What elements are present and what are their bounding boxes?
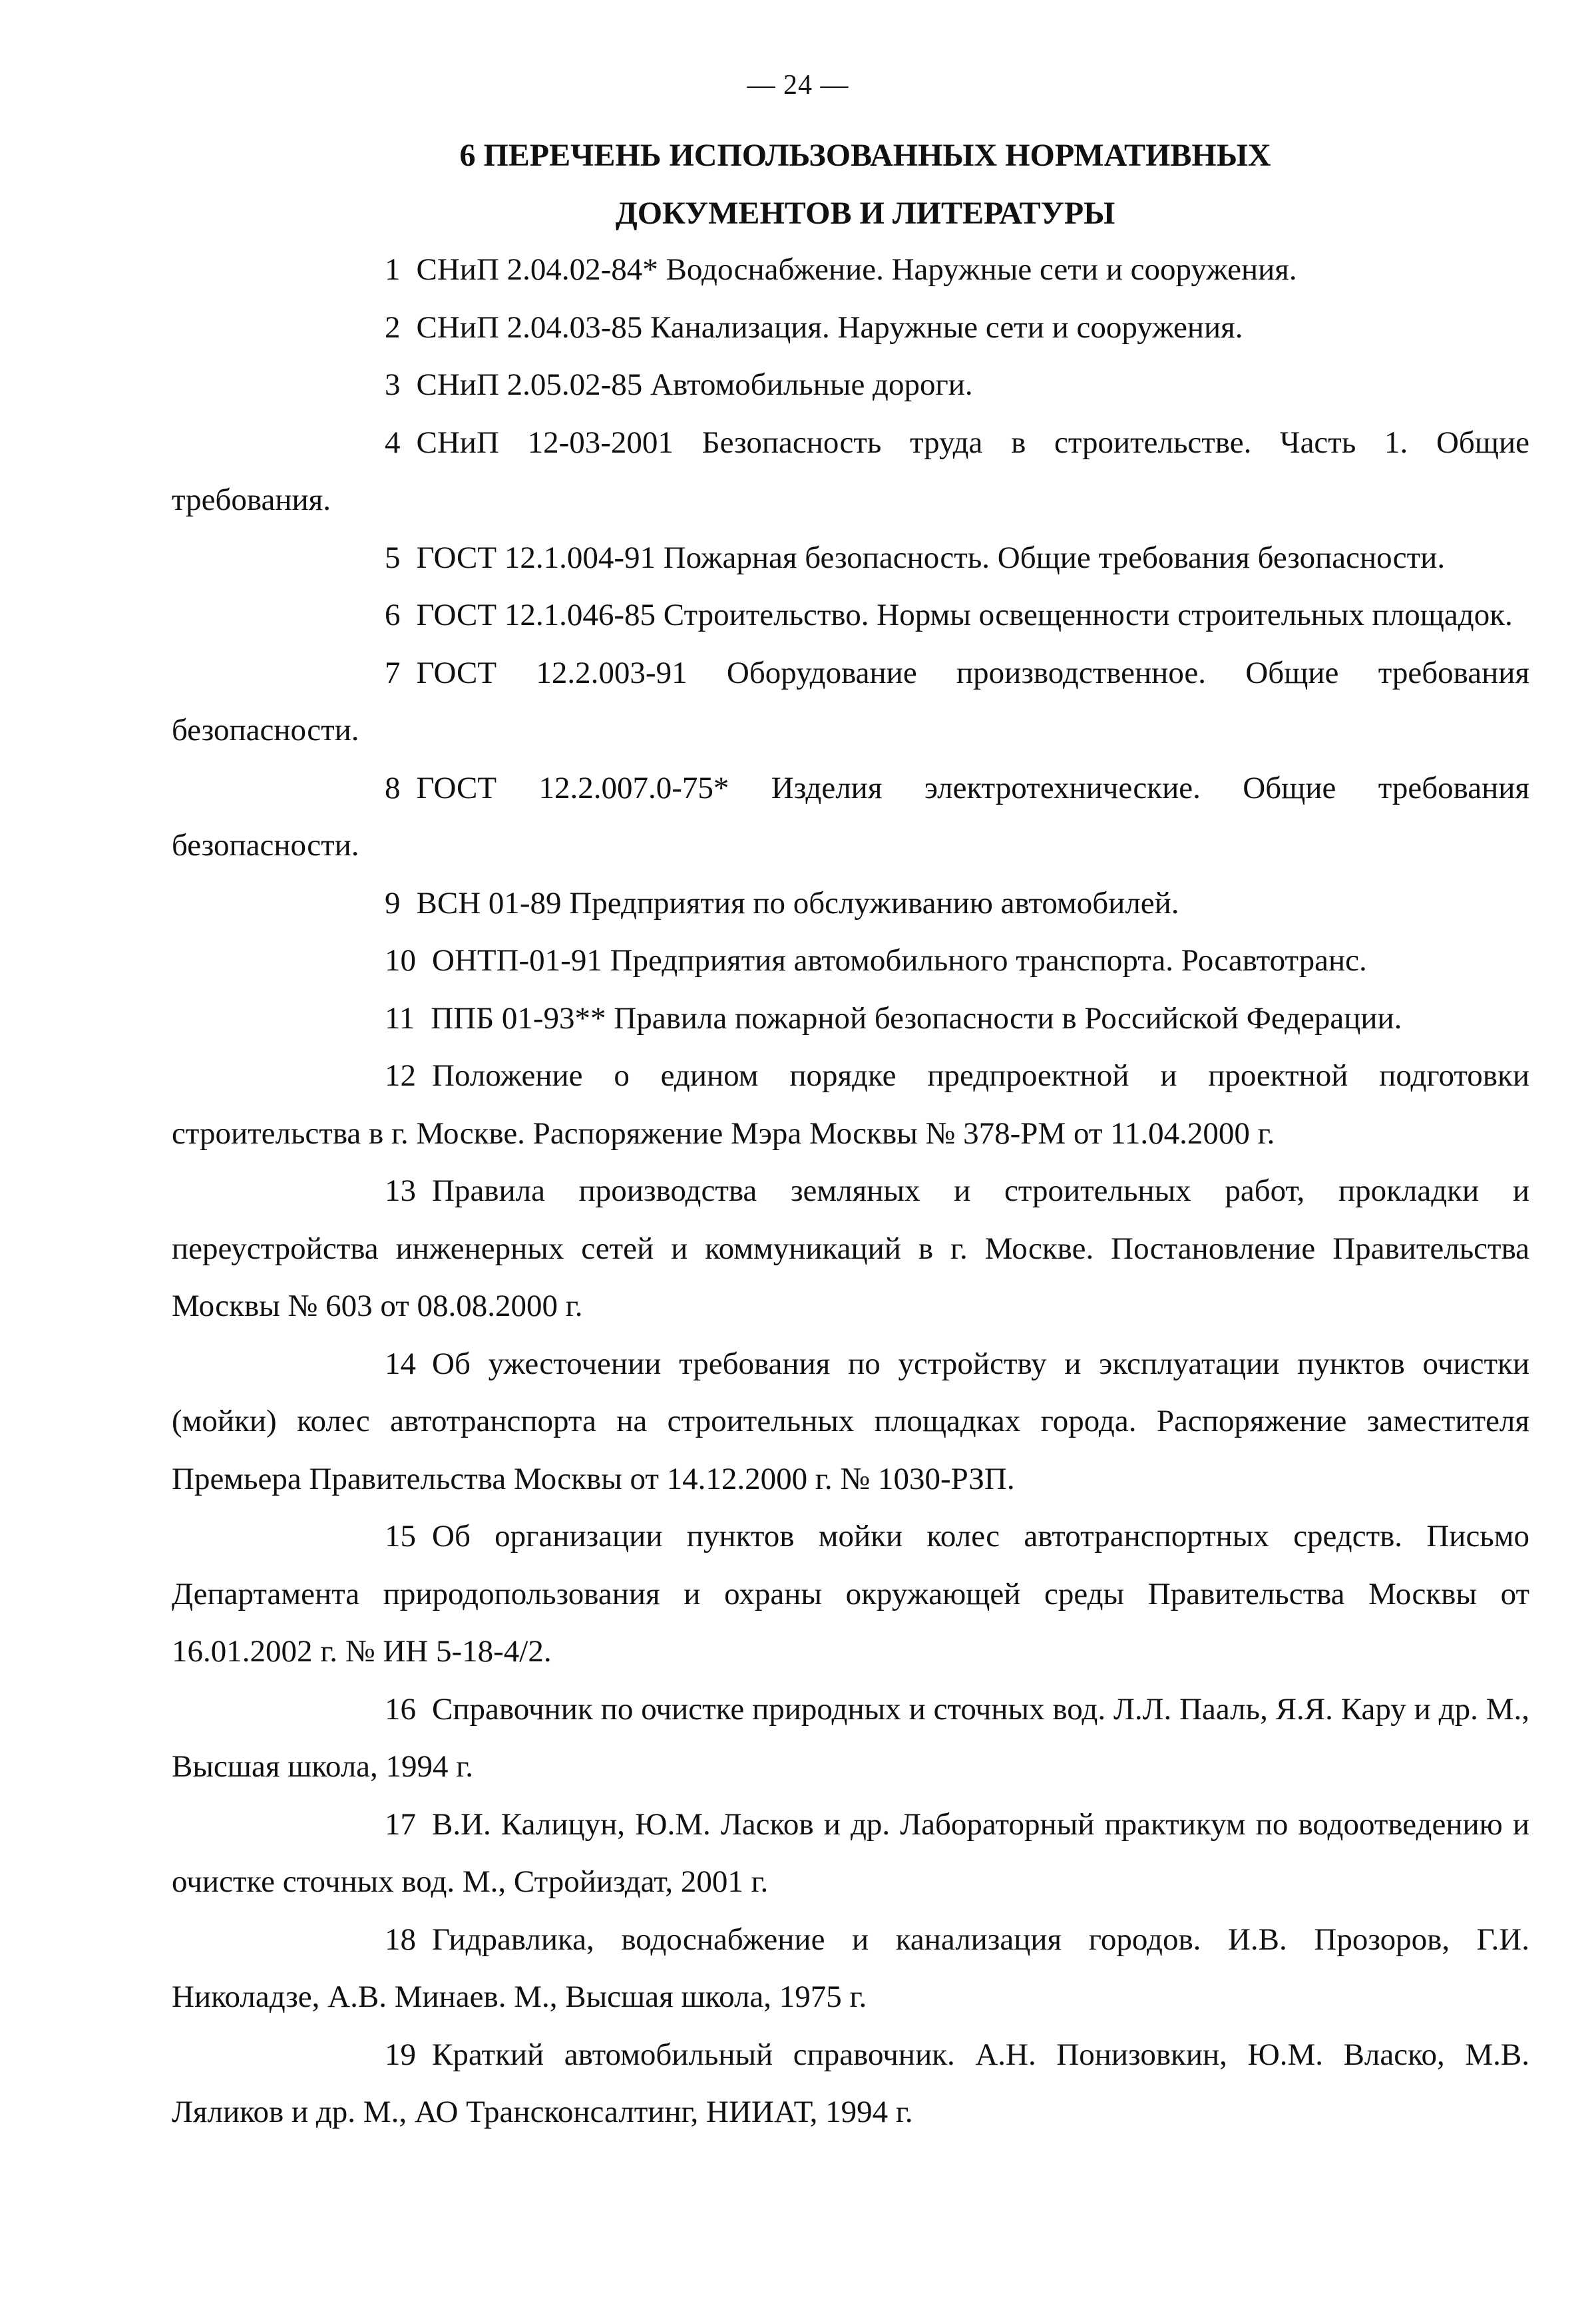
- reference-text: СНиП 2.04.03-85 Канализация. Наружные сети и сооружения.: [416, 310, 1243, 345]
- reference-item: [172, 241, 1529, 299]
- reference-text: Об ужесточении требования по устройству и эксплуатации пунктов очистки (мойки) колес автотранспорта на строительных площадках города. Распоряжение заместителя Премьера Правительства Москвы от 14.12.2000 г. № 1030-РЗП.: [172, 1346, 1529, 1496]
- reference-item: [172, 932, 1529, 990]
- reference-item: [172, 1796, 1529, 1911]
- reference-item: [172, 1681, 1529, 1796]
- reference-text: СНиП 12-03-2001 Безопасность труда в строительстве. Часть 1. Общие требования.: [172, 425, 1529, 517]
- reference-text: Справочник по очистке природных и сточных вод. Л.Л. Пааль, Я.Я. Кару и др. М., Высшая школа, 1994 г.: [172, 1691, 1529, 1784]
- reference-number: 13: [385, 1173, 416, 1208]
- reference-item: [172, 356, 1529, 414]
- reference-number: 14: [385, 1346, 416, 1381]
- reference-text: ГОСТ 12.1.004-91 Пожарная безопасность. Общие требования безопасности.: [416, 540, 1446, 575]
- reference-text: СНиП 2.04.02-84* Водоснабжение. Наружные сети и сооружения.: [416, 252, 1297, 287]
- reference-number: 2: [385, 310, 401, 345]
- reference-text: Гидравлика, водоснабжение и канализация городов. И.В. Прозоров, Г.И. Николадзе, А.В. Минаев. М., Высшая школа, 1975 г.: [172, 1922, 1529, 2014]
- reference-number: 11: [385, 1000, 415, 1036]
- reference-item: [172, 299, 1529, 357]
- reference-item: [172, 1911, 1529, 2026]
- section-heading: [160, 126, 1571, 242]
- reference-number: 17: [385, 1806, 416, 1842]
- reference-number: 9: [385, 885, 401, 921]
- reference-number: 12: [385, 1058, 416, 1093]
- reference-number: 19: [385, 2037, 416, 2072]
- reference-item: [172, 2026, 1529, 2141]
- reference-number: 4: [385, 425, 401, 460]
- reference-text: Правила производства земляных и строительных работ, прокладки и переустройства инженерных сетей и коммуникаций в г. Москве. Постановление Правительства Москвы № 603 от 08.08.2000 г.: [172, 1173, 1529, 1323]
- heading-line-2: ДОКУМЕНТОВ И ЛИТЕРАТУРЫ: [615, 196, 1115, 231]
- reference-text: ГОСТ 12.2.007.0-75* Изделия электротехнические. Общие требования безопасности.: [172, 770, 1529, 863]
- page-number: — 24 —: [747, 70, 849, 101]
- reference-text: ОНТП-01-91 Предприятия автомобильного транспорта. Росавтотранс.: [432, 943, 1367, 978]
- reference-text: В.И. Калицун, Ю.М. Ласков и др. Лабораторный практикум по водоотведению и очистке сточных вод. М., Стройиздат, 2001 г.: [172, 1806, 1529, 1899]
- reference-item: [172, 875, 1529, 933]
- reference-item: [172, 990, 1529, 1048]
- reference-item: [172, 586, 1529, 644]
- reference-number: 8: [385, 770, 401, 805]
- reference-item: [172, 644, 1529, 759]
- reference-number: 5: [385, 540, 401, 575]
- heading-line-1: 6 ПЕРЕЧЕНЬ ИСПОЛЬЗОВАННЫХ НОРМАТИВНЫХ: [459, 138, 1271, 173]
- reference-text: ВСН 01-89 Предприятия по обслуживанию автомобилей.: [416, 885, 1179, 921]
- reference-list: [172, 241, 1529, 2141]
- reference-number: 7: [385, 655, 401, 690]
- reference-item: [172, 1162, 1529, 1335]
- reference-item: [172, 1047, 1529, 1162]
- reference-item: [172, 529, 1529, 587]
- reference-number: 18: [385, 1922, 416, 1957]
- reference-text: ППБ 01-93** Правила пожарной безопасности в Российской Федерации.: [431, 1000, 1402, 1036]
- reference-number: 10: [385, 943, 416, 978]
- reference-item: [172, 1508, 1529, 1681]
- reference-number: 6: [385, 598, 401, 632]
- reference-text: СНиП 2.05.02-85 Автомобильные дороги.: [416, 367, 973, 402]
- reference-item: [172, 1335, 1529, 1508]
- reference-item: [172, 414, 1529, 529]
- reference-text: Об организации пунктов мойки колес автотранспортных средств. Письмо Департамента природопользования и охраны окружающей среды Правительства Москвы от 16.01.2002 г. № ИН 5-18-4/2.: [172, 1519, 1529, 1669]
- reference-text: Краткий автомобильный справочник. А.Н. Понизовкин, Ю.М. Власко, М.В. Ляликов и др. М., АО Трансконсалтинг, НИИАТ, 1994 г.: [172, 2037, 1529, 2129]
- reference-text: Положение о едином порядке предпроектной и проектной подготовки строительства в г. Москве. Распоряжение Мэра Москвы № 378-РМ от 11.04.2000 г.: [172, 1058, 1529, 1151]
- reference-number: 1: [385, 252, 401, 287]
- reference-text: ГОСТ 12.1.046-85 Строительство. Нормы освещенности строительных площадок.: [416, 598, 1513, 632]
- reference-text: ГОСТ 12.2.003-91 Оборудование производственное. Общие требования безопасности.: [172, 655, 1529, 747]
- reference-item: [172, 759, 1529, 875]
- reference-number: 3: [385, 367, 401, 402]
- reference-number: 16: [385, 1691, 416, 1727]
- reference-number: 15: [385, 1519, 416, 1554]
